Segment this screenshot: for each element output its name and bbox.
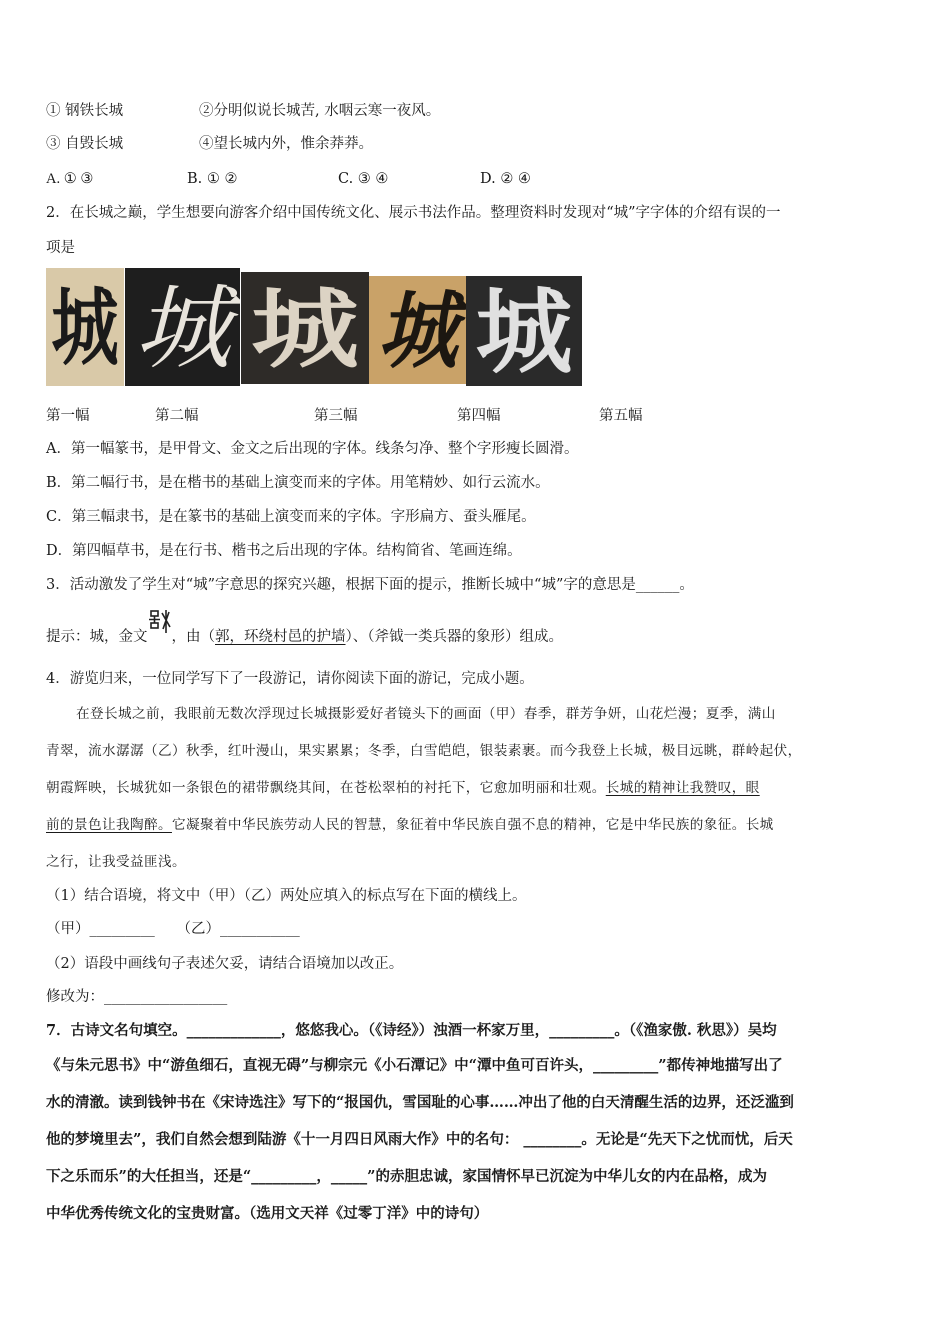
calligraphy-glyph: 城 <box>475 279 573 386</box>
q1-option-1: ① 钢铁长城 <box>46 103 124 119</box>
underlined-sentence-part-2: 前的景色让我陶醉。 <box>46 817 172 833</box>
calligraphy-image-1 <box>46 268 124 386</box>
q3-hint-underlined: 郭，环绕村邑的护墙 <box>215 629 346 645</box>
q3-hint-prefix: 提示：城，金文 <box>46 629 148 645</box>
passage-line-4-text: 它凝聚着中华民族劳动人民的智慧，象征着中华民族自强不息的精神，它是中华民族的象征。长城 <box>171 817 774 833</box>
q3-stem: 3．活动激发了学生对“城”字意思的探究兴趣，根据下面的提示，推断长城中“城”字的意思是______。 <box>46 577 694 593</box>
q3-hint-suffix: ）、（斧钺一类兵器的象形）组成。 <box>345 629 563 645</box>
calligraphy-sample-1 <box>46 268 124 386</box>
q7-line-4: 他的梦境里去”，我们自然会想到陆游《十一月四日风雨大作》中的名句： ________。无论是“先天下之忧而忧，后天 <box>46 1131 793 1148</box>
q2-stem-line-2: 项是 <box>46 240 75 256</box>
calligraphy-image-4 <box>369 276 466 384</box>
calligraphy-glyph: 城 <box>51 278 119 378</box>
q4-sub-1-blanks[interactable]: （甲）_________ （乙）___________ <box>46 921 300 937</box>
q2-stem-line-1: 2．在长城之巅，学生想要向游客介绍中国传统文化、展示书法作品。整理资料时发现对“城”字字体的介绍有误的一 <box>46 205 781 221</box>
calligraphy-image-5 <box>466 276 582 386</box>
calligraphy-glyph: 城 <box>377 283 458 381</box>
caption-4: 第四幅 <box>457 408 501 424</box>
calligraphy-sample-5 <box>466 276 582 386</box>
passage-line-2: 青翠，流水潺潺（乙）秋季，红叶漫山，果实累累；冬季，白雪皑皑，银装素裹。而今我登上长城，极目远眺，群岭起伏， <box>46 743 802 759</box>
q2-option-d[interactable]: D．第四幅草书，是在行书、楷书之后出现的字体。结构简省、笔画连绵。 <box>46 543 522 559</box>
passage-line-1: 在登长城之前，我眼前无数次浮现过长城摄影爱好者镜头下的画面（甲）春季，群芳争妍，山花烂漫；夏季，满山 <box>76 706 776 722</box>
q4-stem: 4．游览归来，一位同学写下了一段游记，请你阅读下面的游记，完成小题。 <box>46 671 534 687</box>
q7-line-6: 中华优秀传统文化的宝贵财富。（选用文天祥《过零丁洋》中的诗句） <box>46 1205 489 1222</box>
passage-line-4 <box>46 814 774 836</box>
q2-option-b[interactable]: B．第二幅行书，是在楷书的基础上演变而来的字体。用笔精妙、如行云流水。 <box>46 475 550 491</box>
q3-hint-mid: ，由（ <box>171 629 215 645</box>
q7-line-3: 水的清澈。读到钱钟书在《宋诗选注》写下的“报国仇，雪国耻的心事……冲出了他的白天清醒生活的边界，还泛滥到 <box>46 1094 794 1111</box>
q2-option-c[interactable]: C．第三幅隶书，是在篆书的基础上演变而来的字体。字形扁方、蚕头雁尾。 <box>46 509 536 525</box>
passage-line-3 <box>46 777 760 799</box>
calligraphy-glyph: 城 <box>251 278 359 380</box>
q1-option-4: ④望长城内外，惟余莽莽。 <box>199 136 373 152</box>
caption-1: 第一幅 <box>46 408 90 424</box>
jinwen-glyph-icon <box>148 621 172 643</box>
passage-line-5: 之行，让我受益匪浅。 <box>46 854 186 870</box>
calligraphy-image-2 <box>125 268 240 386</box>
calligraphy-sample-3 <box>241 272 369 384</box>
q1-choice-a[interactable]: A. ① ③ <box>46 171 94 187</box>
calligraphy-glyph: 城 <box>134 275 231 383</box>
q1-option-2: ②分明似说长城苦, 水咽云寒一夜风。 <box>199 103 441 119</box>
q4-sub-2-answer[interactable]: 修改为：_________________ <box>46 989 228 1005</box>
q4-sub-1: （1）结合语境，将文中（甲）（乙）两处应填入的标点写在下面的横线上。 <box>46 888 527 904</box>
calligraphy-sample-2 <box>125 268 240 386</box>
q3-hint <box>46 621 563 648</box>
passage-line-3-text: 朝霞辉映，长城犹如一条银色的裙带飘绕其间，在苍松翠柏的衬托下，它愈加明丽和壮观。 <box>46 780 606 796</box>
caption-2: 第二幅 <box>155 408 199 424</box>
calligraphy-sample-4 <box>369 276 466 384</box>
q7-line-2: 《与朱元思书》中“游鱼细石，直视无碍”与柳宗元《小石潭记》中“潭中鱼可百许头，_________”都传神地描写出了 <box>46 1057 783 1074</box>
caption-5: 第五幅 <box>599 408 643 424</box>
q1-option-3: ③ 自毁长城 <box>46 136 124 152</box>
q1-choice-d[interactable]: D. ② ④ <box>480 171 531 187</box>
q4-sub-2: （2）语段中画线句子表述欠妥，请结合语境加以改正。 <box>46 956 404 972</box>
q7-line-1: 7．古诗文名句填空。_____________，悠悠我心。（《诗经》）浊酒一杯家万里，_________。（《渔家傲. 秋思》）吴均 <box>46 1022 777 1039</box>
q1-choice-b[interactable]: B. ① ② <box>187 171 238 187</box>
q2-option-a[interactable]: A．第一幅篆书，是甲骨文、金文之后出现的字体。线条匀净、整个字形瘦长圆滑。 <box>46 441 579 457</box>
caption-3: 第三幅 <box>314 408 358 424</box>
calligraphy-image-3 <box>241 272 369 384</box>
underlined-sentence-part-1: 长城的精神让我赞叹，眼 <box>605 780 760 796</box>
q1-choice-c[interactable]: C. ③ ④ <box>338 171 389 187</box>
q7-line-5: 下之乐而乐”的大任担当，还是“_________，_____”的赤胆忠诚，家国情怀早已沉淀为中华儿女的内在品格，成为 <box>46 1168 768 1185</box>
